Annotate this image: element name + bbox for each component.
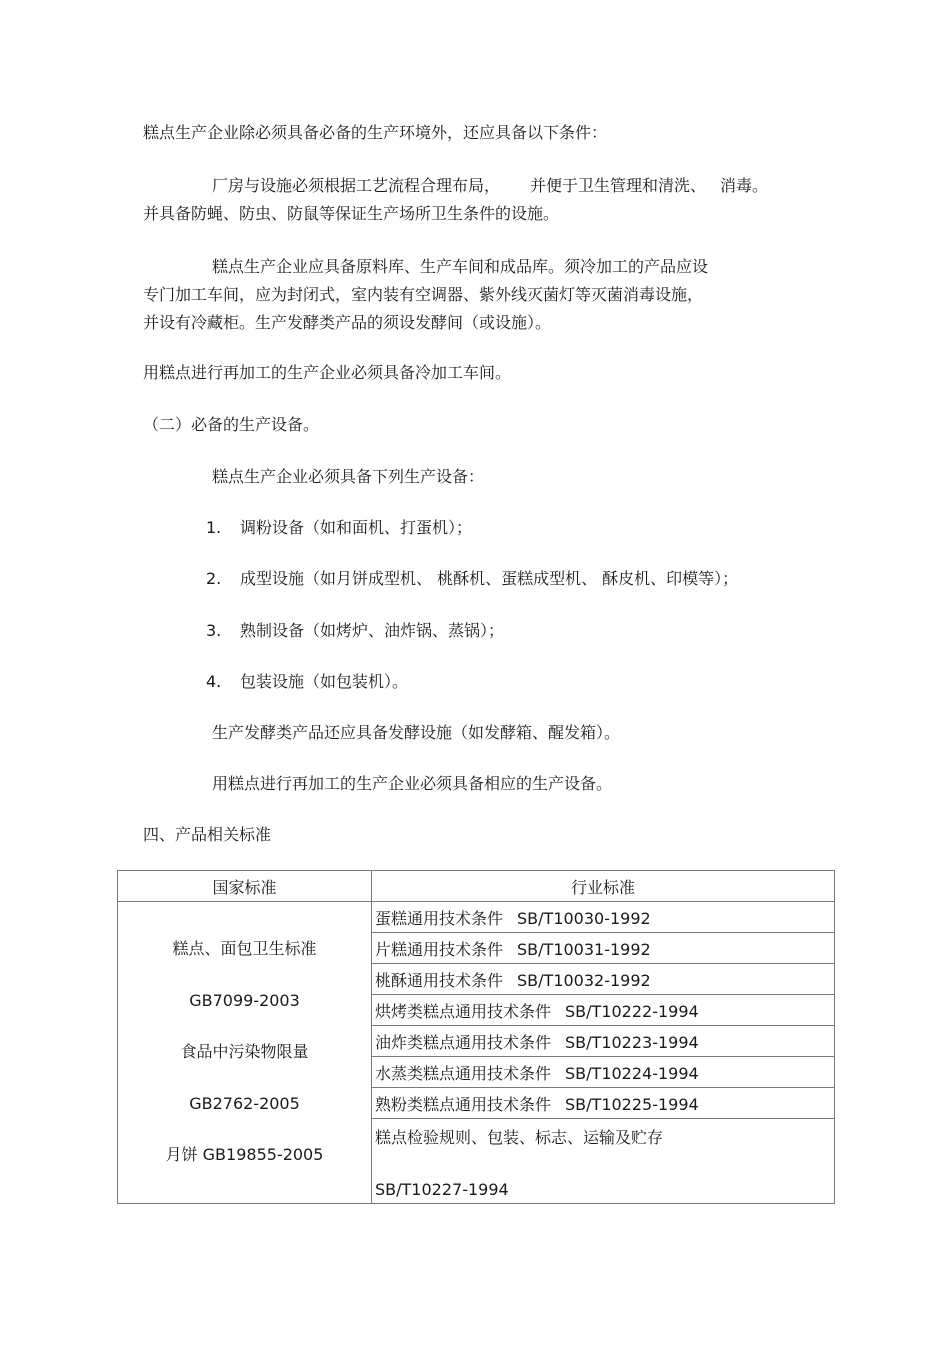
- industry-standard-code: SB/T10223-1994: [565, 1032, 699, 1052]
- list-item: [206, 568, 738, 590]
- paragraph-reprocessing-equipment: 用糕点进行再加工的生产企业必须具备相应的生产设备。: [212, 774, 613, 793]
- list-item: [206, 671, 408, 693]
- national-standard-line: 糕点、面包卫生标准: [172, 939, 317, 958]
- paragraph-cold-processing: 用糕点进行再加工的生产企业必须具备冷加工车间。: [143, 363, 512, 382]
- industry-standard-code: SB/T10222-1994: [565, 1001, 699, 1021]
- standards-table: [117, 870, 835, 1204]
- paragraph-warehouses-line1: 糕点生产企业应具备原料库、生产车间和成品库。须冷加工的产品应设: [212, 257, 709, 276]
- industry-standard-cell: [372, 995, 835, 1026]
- list-item-text: 熟制设备（如烤炉、油炸锅、蒸锅）；: [240, 621, 505, 640]
- list-item-number: 3.: [206, 621, 222, 640]
- paragraph-warehouses-line2: 专门加工车间，应为封闭式，室内装有空调器、紫外线灭菌灯等灭菌消毒设施，: [143, 285, 704, 304]
- industry-standard-name: 水蒸类糕点通用技术条件: [375, 1063, 552, 1083]
- national-standard-line: GB7099-2003: [189, 990, 300, 1010]
- industry-standard-name: 糕点检验规则、包装、标志、运输及贮存: [375, 1128, 664, 1147]
- paragraph-factory-layout-cont: 并具备防蝇、防虫、防鼠等保证生产场所卫生条件的设施。: [143, 204, 560, 223]
- list-item-number: 2.: [206, 569, 222, 588]
- table-row: [118, 902, 835, 933]
- list-item-text: 包装设施（如包装机）。: [240, 672, 409, 691]
- industry-standard-cell-inspection: [372, 1119, 835, 1204]
- section-heading-equipment: （二）必备的生产设备。: [143, 415, 320, 434]
- industry-standard-name: 桃酥通用技术条件: [375, 970, 504, 990]
- paragraph-factory-layout-part-b: 并便于卫生管理和清洗、: [530, 176, 707, 195]
- industry-standard-code: SB/T10225-1994: [565, 1094, 699, 1114]
- industry-standard-name: 烘烤类糕点通用技术条件: [375, 1001, 552, 1021]
- industry-standard-name: 蛋糕通用技术条件: [375, 908, 504, 928]
- industry-standard-cell: [372, 902, 835, 933]
- industry-standard-cell: [372, 964, 835, 995]
- list-item-number: 4.: [206, 672, 222, 691]
- table-header-row: [118, 871, 835, 902]
- national-standard-line: 食品中污染物限量: [180, 1042, 309, 1061]
- section-heading-standards: 四、产品相关标准: [143, 825, 272, 844]
- paragraph-fermentation: 生产发酵类产品还应具备发酵设施（如发酵箱、醒发箱）。: [212, 723, 621, 742]
- list-item: [206, 517, 472, 539]
- list-item-text: 调粉设备（如和面机、打蛋机）；: [240, 518, 473, 537]
- industry-standard-code: SB/T10224-1994: [565, 1063, 699, 1083]
- header-national-standard: 国家标准: [118, 871, 372, 902]
- paragraph-intro: 糕点生产企业除必须具备必备的生产环境外，还应具备以下条件：: [143, 123, 608, 142]
- industry-standard-code: SB/T10227-1994: [375, 1180, 509, 1199]
- industry-standard-code: SB/T10031-1992: [517, 939, 651, 959]
- industry-standard-name: 油炸类糕点通用技术条件: [375, 1032, 552, 1052]
- industry-standard-cell: [372, 933, 835, 964]
- industry-standard-cell: [372, 1088, 835, 1119]
- header-industry-standard: 行业标准: [372, 871, 835, 902]
- list-item-number: 1.: [206, 518, 222, 537]
- list-item: [206, 620, 504, 642]
- paragraph-equipment-intro: 糕点生产企业必须具备下列生产设备：: [212, 467, 485, 486]
- industry-standard-name: 熟粉类糕点通用技术条件: [375, 1094, 552, 1114]
- industry-standard-code: SB/T10030-1992: [517, 908, 651, 928]
- list-item-text: 成型设施（如月饼成型机、 桃酥机、蛋糕成型机、 酥皮机、印模等）；: [240, 569, 739, 588]
- industry-standard-cell: [372, 1057, 835, 1088]
- industry-standard-code: SB/T10032-1992: [517, 970, 651, 990]
- paragraph-factory-layout-part-c: 消毒。: [720, 176, 769, 195]
- paragraph-factory-layout: [212, 175, 768, 197]
- paragraph-factory-layout-part-a: 厂房与设施必须根据工艺流程合理布局，: [212, 176, 501, 195]
- national-standard-line: GB2762-2005: [189, 1093, 300, 1113]
- industry-standard-name: 片糕通用技术条件: [375, 939, 504, 959]
- paragraph-warehouses-line3: 并设有冷藏柜。生产发酵类产品的须设发酵间（或设施）。: [143, 313, 552, 332]
- national-standards-cell: [118, 902, 372, 1204]
- industry-standard-cell: [372, 1026, 835, 1057]
- national-standard-line: 月饼 GB19855-2005: [165, 1145, 324, 1164]
